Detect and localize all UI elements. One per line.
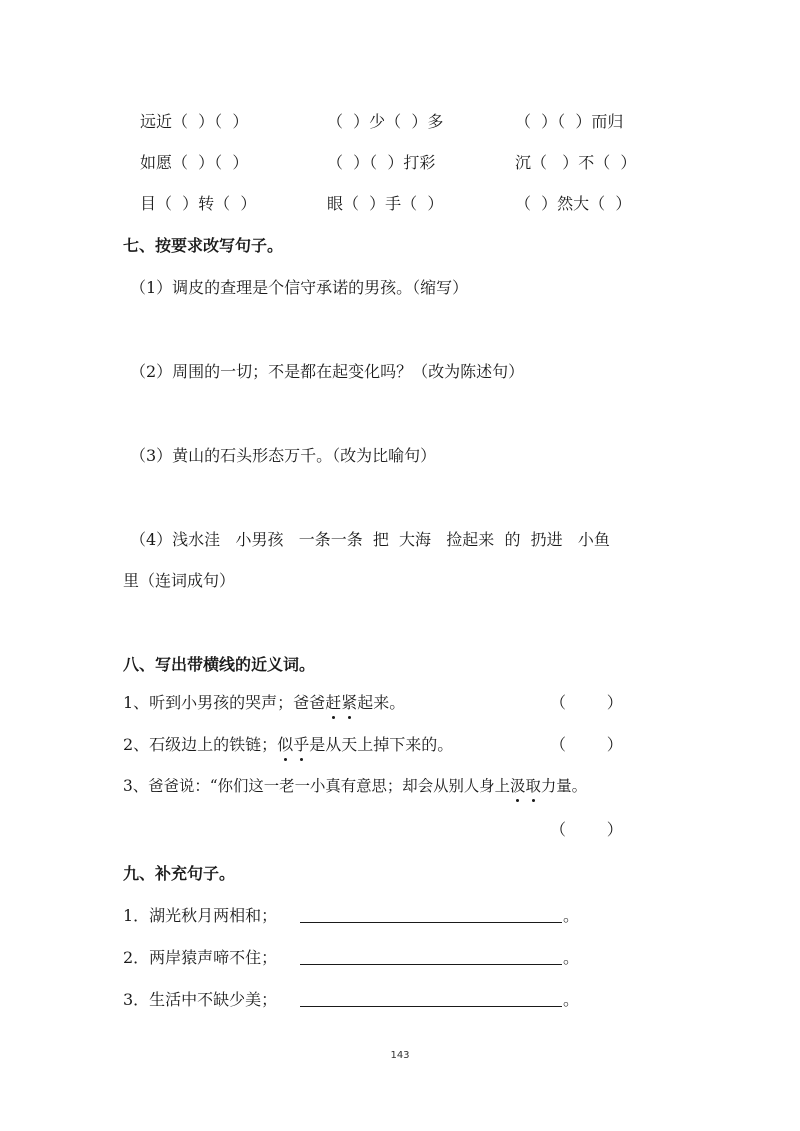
dotted-char: 赶 — [325, 691, 341, 715]
answer-paren[interactable]: （ ） — [550, 820, 623, 839]
dotted-char: 乎 — [293, 733, 309, 757]
section-9-title: 九、补充句子。 — [123, 864, 236, 883]
dotted-char: 汲 — [510, 774, 525, 798]
sentence-end: 。 — [563, 990, 580, 1009]
idiom-cell: 如愿（ ）（ ） — [140, 153, 249, 172]
idiom-cell: 沉（ ）不（ ） — [515, 153, 637, 172]
fill-sentence-1: 1．湖光秋月两相和； — [123, 906, 278, 925]
idiom-cell: （ ）少（ ）多 — [327, 112, 444, 131]
idiom-cell: （ ）然大（ ） — [515, 194, 632, 213]
synonym-item-3: 3、爸爸说：“你们这一老一小真有意思；却会从别人身上汲取力量。 — [123, 774, 587, 798]
synonym-item-1: 1、听到小男孩的哭声；爸爸赶紧起来。 — [123, 691, 405, 715]
fill-sentence-3: 3．生活中不缺少美； — [123, 990, 278, 1009]
dotted-char: 取 — [525, 774, 540, 798]
dotted-char: 似 — [277, 733, 293, 757]
section-8-title: 八、写出带横线的近义词。 — [123, 655, 316, 674]
idiom-cell: 目（ ）转（ ） — [140, 194, 257, 213]
rewrite-item-4-cont: 里（连词成句） — [123, 571, 236, 590]
answer-blank[interactable] — [300, 922, 562, 923]
rewrite-item-2: （2）周围的一切；不是都在起变化吗？（改为陈述句） — [130, 362, 525, 381]
synonym-item-2: 2、石级边上的铁链；似乎是从天上掉下来的。 — [123, 733, 453, 757]
idiom-cell: 眼（ ）手（ ） — [327, 194, 444, 213]
rewrite-item-1: （1）调皮的查理是个信守承诺的男孩。（缩写） — [130, 278, 469, 297]
answer-paren[interactable]: （ ） — [550, 693, 623, 712]
answer-blank[interactable] — [300, 1006, 562, 1007]
idiom-cell: 远近（ ）（ ） — [140, 112, 249, 131]
sentence-end: 。 — [563, 906, 580, 925]
sentence-end: 。 — [563, 948, 580, 967]
page-number: 143 — [390, 1050, 410, 1061]
answer-blank[interactable] — [300, 964, 562, 965]
idiom-cell: （ ）（ ）打彩 — [327, 153, 436, 172]
fill-sentence-2: 2．两岸猿声啼不住； — [123, 948, 278, 967]
idiom-cell: （ ）（ ）而归 — [515, 112, 624, 131]
answer-paren[interactable]: （ ） — [550, 735, 623, 754]
rewrite-item-4: （4）浅水洼 小男孩 一条一条 把 大海 捡起来 的 扔进 小鱼 — [130, 530, 610, 549]
section-7-title: 七、按要求改写句子。 — [123, 236, 284, 255]
dotted-char: 紧 — [341, 691, 357, 715]
rewrite-item-3: （3）黄山的石头形态万千。（改为比喻句） — [130, 446, 437, 465]
